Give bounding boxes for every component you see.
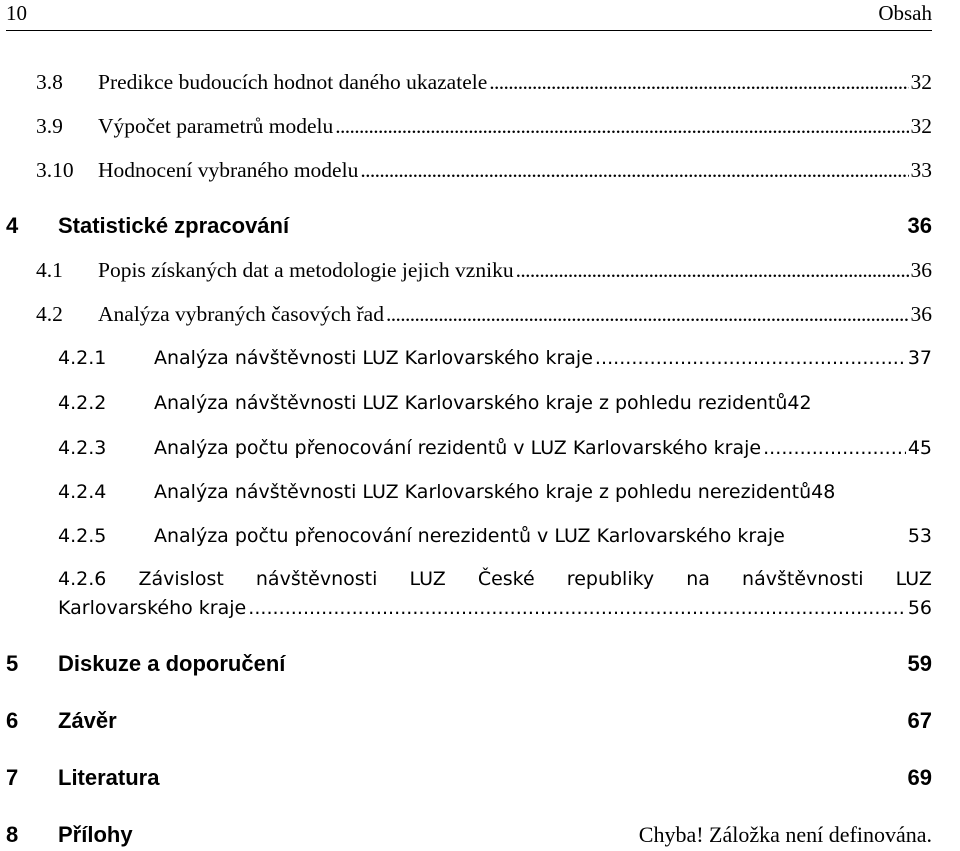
entry-page: 48 xyxy=(811,481,836,503)
entry-label-word: návštěvnosti xyxy=(255,568,378,590)
chapter-number: 8 xyxy=(6,822,19,847)
chapter-label: Statistické zpracování xyxy=(58,213,290,238)
entry-number: 4.2.2 xyxy=(58,392,107,414)
entry-page: 37 xyxy=(907,347,932,369)
entry-page: 53 xyxy=(907,525,932,547)
entry-label: Popis získaných dat a metodologie jejich vzniku xyxy=(98,258,514,282)
chapter-label: Závěr xyxy=(58,708,117,733)
entry-label-word: návštěvnosti xyxy=(742,568,864,590)
toc-entry[interactable] xyxy=(36,110,932,142)
toc-chapter-entry[interactable] xyxy=(6,705,932,737)
entry-label: Analýza vybraných časových řad xyxy=(98,302,384,326)
toc-entry[interactable] xyxy=(58,520,932,552)
header-title: Obsah xyxy=(878,1,932,25)
entry-label-word: na xyxy=(686,568,710,590)
chapter-label: Literatura xyxy=(58,765,160,790)
leader-dots xyxy=(595,342,906,374)
entry-label: Výpočet parametrů modelu xyxy=(98,114,334,138)
entry-label: Hodnocení vybraného modelu xyxy=(98,158,359,182)
chapter-page: 69 xyxy=(907,765,932,790)
entry-number: 4.2.6 xyxy=(58,568,107,590)
chapter-page: 36 xyxy=(907,213,932,238)
entry-page: 36 xyxy=(910,302,932,326)
chapter-number: 6 xyxy=(6,708,19,733)
entry-label-word: České xyxy=(477,568,535,590)
chapter-page: 59 xyxy=(907,651,932,676)
toc-entry[interactable] xyxy=(58,432,932,464)
toc-chapter-entry[interactable] xyxy=(6,210,932,242)
leader-dots xyxy=(763,432,906,464)
page-header xyxy=(6,0,932,30)
entry-number: 4.2.1 xyxy=(58,347,107,369)
leader-dots xyxy=(360,154,908,186)
leader-dots xyxy=(516,254,909,286)
entry-number: 4.2.4 xyxy=(58,481,107,503)
entry-page: 56 xyxy=(907,597,932,619)
entry-page: 33 xyxy=(910,158,932,182)
entry-page: 32 xyxy=(910,70,932,94)
toc-entry[interactable] xyxy=(36,66,932,98)
entry-label: Analýza návštěvnosti LUZ Karlovarského kraje z pohledu nerezidentů xyxy=(154,481,812,503)
chapter-label: Diskuze a doporučení xyxy=(58,651,286,676)
entry-page: 42 xyxy=(787,392,812,414)
entry-number: 4.2.3 xyxy=(58,437,107,459)
entry-label: Analýza počtu přenocování nerezidentů v LUZ Karlovarského kraje xyxy=(154,525,785,547)
entry-number: 3.9 xyxy=(36,114,63,138)
leader-dots xyxy=(386,298,909,330)
entry-number: 4.2.5 xyxy=(58,525,107,547)
bookmark-error-text: Chyba! Záložka není definována. xyxy=(638,822,932,847)
toc-entry[interactable] xyxy=(36,254,932,286)
toc-entry[interactable] xyxy=(58,342,932,374)
chapter-number: 5 xyxy=(6,651,19,676)
entry-label: Predikce budoucích hodnot daného ukazatele xyxy=(98,70,488,94)
entry-number: 4.2 xyxy=(36,302,63,326)
toc-entry[interactable] xyxy=(58,387,932,419)
entry-label-word: republiky xyxy=(566,568,655,590)
entry-number: 4.1 xyxy=(36,258,63,282)
entry-label: Analýza počtu přenocování rezidentů v LUZ Karlovarského kraje xyxy=(154,437,762,459)
entry-page: 32 xyxy=(910,114,932,138)
entry-label-word: LUZ xyxy=(409,568,446,590)
entry-label: Analýza návštěvnosti LUZ Karlovarského kraje z pohledu rezidentů xyxy=(154,392,788,414)
toc-entry-multiline-first[interactable] xyxy=(58,563,932,595)
toc-chapter-entry[interactable] xyxy=(6,648,932,680)
chapter-page: 67 xyxy=(907,708,932,733)
entry-number: 3.10 xyxy=(36,158,74,182)
leader-dots xyxy=(489,66,908,98)
entry-label-word: LUZ xyxy=(895,568,932,590)
entry-label: Analýza návštěvnosti LUZ Karlovarského kraje xyxy=(154,347,593,369)
page-number: 10 xyxy=(6,1,27,25)
chapter-label: Přílohy xyxy=(58,822,133,847)
entry-label-word: Závislost xyxy=(138,568,224,590)
toc-entry[interactable] xyxy=(58,476,954,508)
toc-entry-multiline-second[interactable] xyxy=(58,592,932,624)
toc-chapter-entry[interactable] xyxy=(6,762,932,794)
toc-entry[interactable] xyxy=(36,154,932,186)
chapter-number: 4 xyxy=(6,213,19,238)
entry-page: 36 xyxy=(910,258,932,282)
entry-page: 45 xyxy=(907,437,932,459)
chapter-number: 7 xyxy=(6,765,19,790)
toc-chapter-entry[interactable] xyxy=(6,819,932,851)
entry-label: Karlovarského kraje xyxy=(58,597,247,619)
header-rule xyxy=(6,30,932,31)
toc-entry[interactable] xyxy=(36,298,932,330)
leader-dots xyxy=(335,110,908,142)
leader-dots xyxy=(248,592,906,624)
entry-number: 3.8 xyxy=(36,70,63,94)
